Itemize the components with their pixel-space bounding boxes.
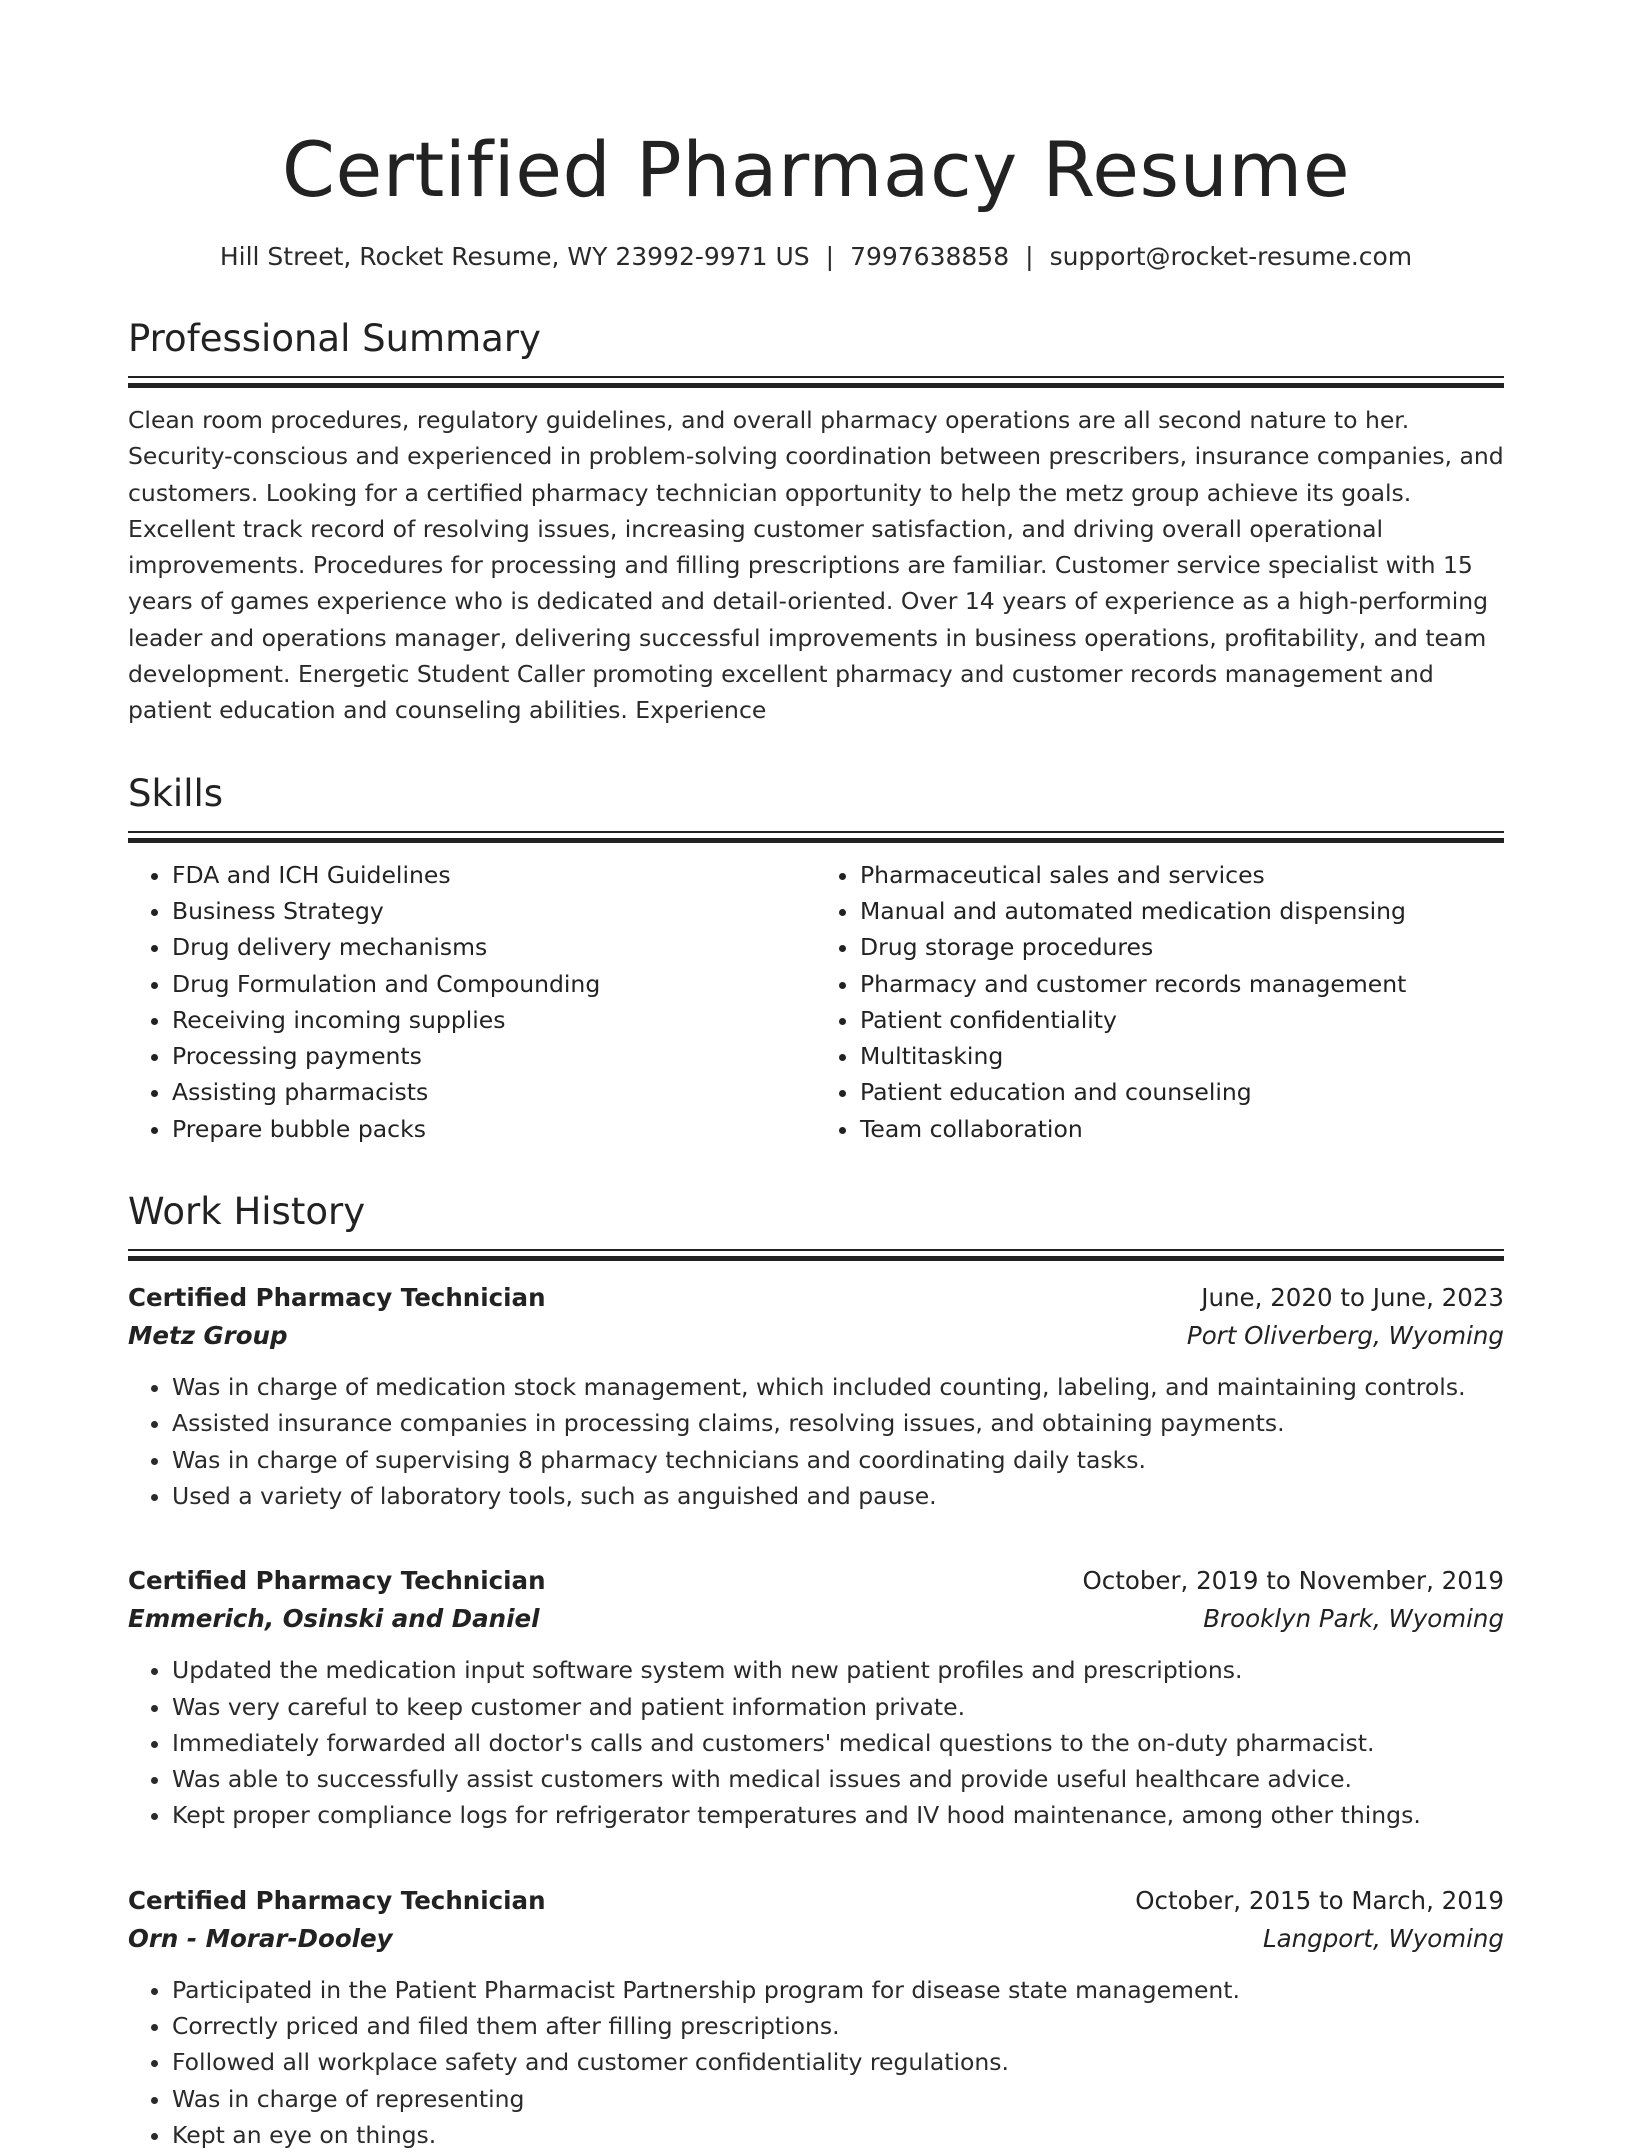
- skills-column-left: [128, 857, 816, 1147]
- job-duty: • Was able to successfully assist customers with medical issues and provide useful healthcare advice.: [172, 1761, 1504, 1797]
- job-subheader: [128, 1317, 1504, 1355]
- contact-address: Hill Street, Rocket Resume, WY 23992-9971 US: [219, 242, 810, 271]
- job-location: Port Oliverberg, Wyoming: [1186, 1321, 1504, 1351]
- job-duty: • Kept an eye on things.: [172, 2117, 1504, 2153]
- job-duty: • Was in charge of medication stock management, which included counting, labeling, and maintaining controls.: [172, 1369, 1504, 1405]
- skill-item: • Patient education and counseling: [860, 1074, 1504, 1110]
- job-header: [128, 1882, 1504, 1920]
- job-duty: • Was very careful to keep customer and patient information private.: [172, 1689, 1504, 1725]
- job-title: Certified Pharmacy Technician: [128, 1283, 546, 1313]
- skills-title: Skills: [128, 771, 224, 815]
- skill-item: • Drug storage procedures: [860, 929, 1504, 965]
- job-dates: October, 2019 to November, 2019: [1082, 1566, 1504, 1596]
- summary-text: Clean room procedures, regulatory guidelines, and overall pharmacy operations are all second nature to her. Security-conscious and experienced in problem-solving coordination between prescribers, insurance companies, and customers. Looking for a certified pharmacy technician opportunity to help the metz group achieve its goals. Excellent track record of resolving issues, increasing customer satisfaction, and driving overall operational improvements. Procedures for processing and filling prescriptions are familiar. Customer service specialist with 15 years of games experience who is dedicated and detail-oriented. Over 14 years of experience as a high-performing leader and operations manager, delivering successful improvements in business operations, profitability, and team development. Energetic Student Caller promoting excellent pharmacy and customer records management and patient education and counseling abilities. Experience: [128, 406, 1504, 725]
- job-duty: • Immediately forwarded all doctor's calls and customers' medical questions to the on-duty pharmacist.: [172, 1725, 1504, 1761]
- job-duty: • Updated the medication input software system with new patient profiles and prescriptions.: [172, 1652, 1504, 1688]
- skill-item: • Manual and automated medication dispensing: [860, 893, 1504, 929]
- skills-column-right: [816, 857, 1504, 1147]
- contact-email: support@rocket-resume.com: [1049, 242, 1413, 271]
- job-duty: • Correctly priced and filed them after filling prescriptions.: [172, 2008, 1504, 2044]
- summary-title: Professional Summary: [128, 317, 541, 360]
- skill-item: • Drug Formulation and Compounding: [172, 966, 816, 1002]
- skill-item: • Team collaboration: [860, 1111, 1504, 1147]
- skill-item: • Prepare bubble packs: [172, 1111, 816, 1147]
- job-duty: • Was in charge of representing: [172, 2081, 1504, 2117]
- job-company: Emmerich, Osinski and Daniel: [128, 1604, 540, 1634]
- skills-columns: [128, 857, 1504, 1147]
- contact-separator: |: [825, 242, 835, 271]
- job-duty: • Assisted insurance companies in processing claims, resolving issues, and obtaining payments.: [172, 1405, 1504, 1441]
- skill-item: • Pharmacy and customer records management: [860, 966, 1504, 1002]
- job-location: Langport, Wyoming: [1262, 1923, 1504, 1953]
- job-subheader: [128, 1600, 1504, 1638]
- job-location: Brooklyn Park, Wyoming: [1203, 1604, 1504, 1634]
- job-company: Orn - Morar-Dooley: [128, 1923, 393, 1953]
- job-company: Metz Group: [128, 1321, 288, 1351]
- skill-item: • Multitasking: [860, 1038, 1504, 1074]
- skill-item: • Business Strategy: [172, 893, 816, 929]
- skill-item: • Patient confidentiality: [860, 1002, 1504, 1038]
- job-title: Certified Pharmacy Technician: [128, 1566, 546, 1596]
- skill-item: • Processing payments: [172, 1038, 816, 1074]
- job-dates: October, 2015 to March, 2019: [1135, 1885, 1504, 1915]
- skill-item: • Drug delivery mechanisms: [172, 929, 816, 965]
- contact-phone: 7997638858: [850, 242, 1010, 271]
- job-subheader: [128, 1920, 1504, 1958]
- section-divider: [128, 831, 1504, 843]
- skills-section: [128, 769, 1504, 1147]
- section-divider: [128, 376, 1504, 388]
- job-entry: [128, 1882, 1504, 2153]
- job-duty: • Used a variety of laboratory tools, such as anguished and pause.: [172, 1478, 1504, 1514]
- job-dates: June, 2020 to June, 2023: [1201, 1283, 1504, 1313]
- job-header: [128, 1562, 1504, 1600]
- job-duties-list: [128, 1652, 1504, 1833]
- skill-item: • Receiving incoming supplies: [172, 1002, 816, 1038]
- job-duties-list: [128, 1369, 1504, 1514]
- job-entry: [128, 1562, 1504, 1833]
- job-duty: • Kept proper compliance logs for refrigerator temperatures and IV hood maintenance, among other things.: [172, 1797, 1504, 1833]
- job-entry: [128, 1279, 1504, 1514]
- skill-item: • Assisting pharmacists: [172, 1074, 816, 1110]
- job-duty: • Participated in the Patient Pharmacist Partnership program for disease state management.: [172, 1972, 1504, 2008]
- work-history-section: [128, 1187, 1504, 2153]
- job-duty: • Was in charge of supervising 8 pharmacy technicians and coordinating daily tasks.: [172, 1442, 1504, 1478]
- section-divider: [128, 1249, 1504, 1261]
- contact-separator: |: [1025, 242, 1034, 271]
- job-duties-list: [128, 1972, 1504, 2153]
- job-duty: • Followed all workplace safety and customer confidentiality regulations.: [172, 2044, 1504, 2080]
- job-header: [128, 1279, 1504, 1317]
- skill-item: • FDA and ICH Guidelines: [172, 857, 816, 893]
- summary-section: [128, 314, 1504, 729]
- work-history-title: Work History: [128, 1190, 366, 1234]
- resume-name: Certified Pharmacy Resume: [281, 125, 1351, 214]
- contact-line: [128, 240, 1504, 274]
- job-title: Certified Pharmacy Technician: [128, 1885, 546, 1915]
- skill-item: • Pharmaceutical sales and services: [860, 857, 1504, 893]
